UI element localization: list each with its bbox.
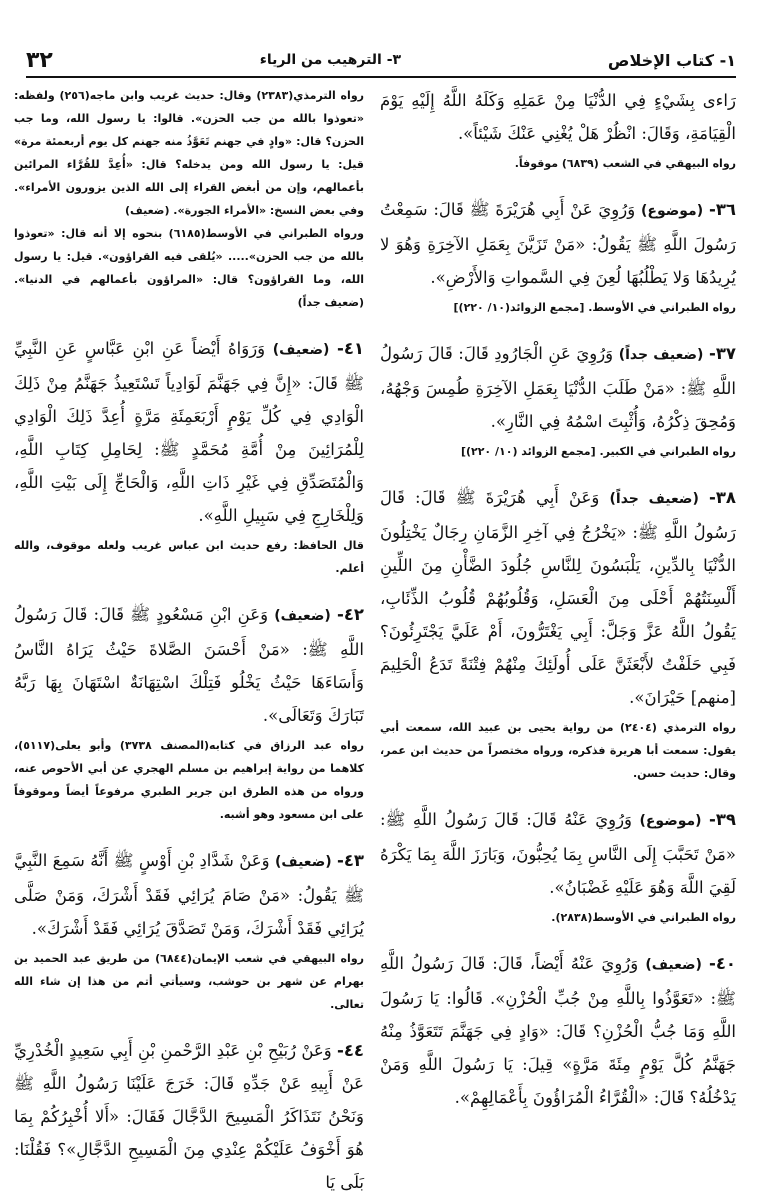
left-column [14, 84, 365, 1192]
hadith-grade: (ضعيف) [272, 342, 330, 358]
hadith-text: وَعَنْ رُبَيْحِ بْنِ عَبْدِ الرَّحْمنِ بْنِ أَبِي سَعِيدٍ الْخُدْرِيِّ عَنْ أَبِيهِ عَنْ جَدِّهِ قَالَ: خَرَجَ عَلَيْنَا رَسُولُ اللَّهِ ﷺ وَنَحْنُ نَتَذَاكَرُ الْمَسِيحَ الدَّجَّالَ فَقَالَ: «أَلا أُخْبِرُكُمْ بِمَا هُوَ أَخْوَفُ عَلَيْكُمْ عِنْدِي مِنَ الْمَسِيحِ الدَّجَّالِ»؟ فَقُلْنَا: بَلَى يَا [14, 1041, 364, 1192]
hadith-block-37 [380, 337, 736, 463]
hadith-number: ٤٣- [337, 851, 365, 870]
hadith-body [380, 337, 736, 438]
hadith-number: ٣٧- [709, 344, 737, 363]
hadith-source: ورواه الطبراني في الأوسط(٦١٨٥) بنحوه إلا أنه قال: «تعوذوا بالله من جب الحزن»..... «يُلقى فيه القراؤون». قيل: يا رسول الله، وما القراؤون؟ قال: «المراؤون بأعمالهم في الدنيا». (ضعيف جداً) [14, 227, 364, 309]
hadith-grade: (ضعيف جداً) [618, 347, 704, 363]
hadith-grade: (ضعيف جداً) [609, 491, 699, 507]
hadith-block-39 [380, 803, 736, 929]
hadith-block-40 [380, 947, 736, 1114]
hadith-number: ٤١- [336, 339, 364, 358]
hadith-text: وَعَنْ أَبِي هُرَيْرَةَ ﷺ قَالَ: قَالَ رَسُولُ اللَّهِ ﷺ: «يَخْرُجُ فِي آخِرِ الزَّمَانِ رِجَالٌ يَخْتِلُونَ الدُّنْيَا بِالدِّينِ، يَلْبَسُونَ لِلنَّاسِ جُلُودَ الضَّأْنِ مِنَ اللِّينِ أَلْسِنَتُهُمْ أَحْلَى مِنَ الْعَسَلِ، وَقُلُوبُهُمْ قُلُوبُ الذِّئَابِ، يَقُولُ اللَّهُ عَزَّ وَجَلَّ: أَبِي يَغْتَرُّونَ، أَمْ عَلَيَّ يَجْتَرِئُونَ؟ فَبِي حَلَفْتُ لأَبْعَثَنَّ عَلَى أُولَئِكَ مِنْهُمْ فِتْنَةً تَدَعُ الْحَلِيمَ [منهم] حَيْرَانَ». [380, 488, 736, 707]
hadith-body [380, 193, 736, 294]
hadith-body [380, 947, 736, 1114]
hadith-grade: (ضعيف) [274, 608, 331, 624]
hadith-source: قال الحافظ: رفع حديث ابن عباس غريب ولعله موقوف، والله أعلم. [14, 539, 364, 575]
right-column [380, 84, 737, 1107]
source-block-continued [14, 84, 364, 314]
hadith-source: رواه الطبراني في الأوسط. [مجمع الزوائد(١٠/ ٢٢٠)] [453, 301, 736, 314]
hadith-source: رواه الترمذي (٢٤٠٤) من رواية يحيى بن عبيد الله، سمعت أبي يقول: سمعت أبا هريرة فذكره، ورواه مختصراً من حديث ابن عمر، وقال: حديث حسن. [380, 721, 736, 780]
hadith-block-41 [14, 332, 364, 580]
hadith-body [14, 844, 364, 945]
hadith-source: رواه البيهقي في شعب الإيمان(٦٨٤٤) من طريق عبد الحميد بن بهرام عن شهر بن حوشب، وسيأتي أتم من هذا إن شاء الله تعالى. [14, 952, 364, 1011]
hadith-body [14, 332, 364, 532]
hadith-number: ٣٩- [709, 810, 737, 829]
hadith-body [14, 598, 364, 732]
hadith-source: رواه عبد الرزاق في كتابه(المصنف ٣٧٣٨) وأبو يعلى(٥١١٧)، كلاهما من رواية إبراهيم بن مسلم الهجري عن أبي الأحوص عنه، ورواه من هذه الطرق ابن جرير الطبري مرفوعاً أيضاً وموقوفاً على ابن مسعود وهو أشبه. [14, 739, 364, 821]
hadith-number: ٣٨- [708, 488, 736, 507]
hadith-text: رَاءى بِشَيْءٍ فِي الدُّنْيَا مِنْ عَمَلِهِ وَكَلَهُ اللَّهُ إِلَيْهِ يَوْمَ الْقِيَامَةِ، وَقَالَ: انْظُرْ هَلْ يُغْنِي عَنْكَ شَيْئاً». [380, 91, 736, 143]
book-title: ١- كتاب الإخلاص [607, 50, 736, 70]
page-header [26, 44, 736, 78]
hadith-number: ٣٦- [708, 200, 736, 219]
hadith-number: ٤٠- [709, 954, 737, 973]
hadith-grade: (ضعيف) [645, 957, 702, 973]
hadith-number: ٤٤- [336, 1041, 364, 1060]
hadith-body [380, 803, 736, 904]
hadith-source: رواه الترمذي(٢٣٨٣) وقال: حديث غريب وابن ماجه(٢٥٦) ولفظه: «تعوذوا بالله من جب الحزن». قالوا: يا رسول الله، وما جب الحزن؟ قال: «وادٍ في جهنم تَعَوَّذُ منه جهنم كل يوم أربعمئة مرة» قيل: يا رسول الله ومن يدخله؟ قال: «أُعِدَّ للقُرَّاء المرائين بأعمالهم، وإن من أبغض القراء إلى الله الذين يزورون الأمراء». وفي بعض النسخ: «الأمراء الجورة». (ضعيف) [14, 89, 364, 217]
hadith-body [380, 481, 736, 714]
chapter-title: ٣- الترهيب من الرياء [259, 52, 402, 68]
hadith-block-36 [380, 193, 736, 319]
hadith-text: وَعَنْ شَدَّادِ بْنِ أَوْسٍ ﷺ أَنَّهُ سَمِعَ النَّبِيَّ ﷺ يَقُولُ: «مَنْ صَامَ يُرَائِي فَقَدْ أَشْرَكَ، وَمَنْ صَلَّى يُرَائِي فَقَدْ أَشْرَكَ، وَمَنْ تَصَدَّقَ يُرَائِي فَقَدْ أَشْرَكَ». [14, 851, 364, 938]
hadith-text: وَرَوَاهُ أَيْضاً عَنِ ابْنِ عَبَّاسٍ عَنِ النَّبِيِّ ﷺ قَالَ: «إِنَّ فِي جَهَنَّمَ لَوَادِياً تَسْتَعِيذُ جَهَنَّمُ مِنْ ذَلِكَ الْوَادِي فِي كُلِّ يَوْمٍ أَرْبَعَمِئَةِ مَرَّةٍ أُعِدَّ ذَلِكَ الْوَادِي لِلْمُرَائِينَ مِنْ أُمَّةِ مُحَمَّدٍ ﷺ: لِحَامِلِ كِتَابِ اللَّهِ، وَالْمُتَصَدِّقِ فِي غَيْرِ ذَاتِ اللَّهِ، وَالْحَاجِّ إِلَى بَيْتِ اللَّهِ، وَلِلْخَارِجِ فِي سَبِيلِ اللَّهِ». [14, 339, 364, 525]
hadith-block-continued [380, 84, 736, 175]
page-number: ٣٢ [26, 47, 53, 73]
hadith-source: رواه البيهقي في الشعب (٦٨٣٩) موقوفاً. [514, 157, 736, 170]
hadith-text: وَرُوِيَ عَنْهُ أَيْضاً، قَالَ: قَالَ رَسُولُ اللَّهِ ﷺ: «تَعَوَّذُوا بِاللَّهِ مِنْ جُبِّ الْحُزْنِ». قَالُوا: يَا رَسُولَ اللَّهِ وَمَا جُبُّ الْحُزْنِ؟ قَالَ: «وَادٍ فِي جَهَنَّمَ تَتَعَوَّذُ مِنْهُ جَهَنَّمُ كُلَّ يَوْمٍ مِئَةَ مَرَّةٍ» قِيلَ: يَا رَسُولَ اللَّهِ وَمَنْ يَدْخُلُهُ؟ قَالَ: «الْقُرَّاءُ الْمُرَاؤُونَ بِأَعْمَالِهِمْ». [380, 954, 736, 1107]
hadith-block-38 [380, 481, 736, 785]
hadith-body [14, 1034, 364, 1199]
hadith-grade: (موضوع) [639, 813, 702, 829]
hadith-source: رواه الطبراني في الأوسط(٢٨٣٨). [551, 911, 736, 924]
hadith-text: وَعَنِ ابْنِ مَسْعُودٍ ﷺ قَالَ: قَالَ رَسُولُ اللَّهِ ﷺ: «مَنْ أَحْسَنَ الصَّلاةَ حَيْثُ يَرَاهُ النَّاسُ وَأَسَاءَهَا حَيْثُ يَخْلُو فَتِلْكَ اسْتِهَانَةٌ اسْتَهَانَ بِهَا رَبَّهُ تَبَارَكَ وَتَعَالَى». [14, 605, 364, 725]
hadith-text: وَرُوِيَ عَنْهُ قَالَ: قَالَ رَسُولُ اللَّهِ ﷺ: «مَنْ تَحَبَّبَ إِلَى النَّاسِ بِمَا يُحِبُّونَ، وَبَارَزَ اللَّهَ بِمَا يَكْرَهُ لَقِيَ اللَّهَ وَهُوَ عَلَيْهِ غَضْبَانُ». [380, 810, 736, 897]
hadith-block-43 [14, 844, 364, 1016]
hadith-number: ٤٢- [336, 605, 364, 624]
hadith-text: وَرُوِيَ عَنْ أَبِي هُرَيْرَةَ ﷺ قَالَ: سَمِعْتُ رَسُولَ اللَّهِ ﷺ يَقُولُ: «مَنْ تَزَيَّنَ بِعَمَلِ الآخِرَةِ وَهُوَ لا يُرِيدُهَا وَلا يَطْلُبُهَا لُعِنَ فِي السَّمواتِ وَالأَرْضِ». [380, 200, 736, 287]
hadith-block-42 [14, 598, 364, 826]
hadith-grade: (ضعيف) [275, 854, 332, 870]
hadith-block-44 [14, 1034, 364, 1199]
hadith-text: وَرُوِيَ عَنِ الْجَارُودِ قَالَ: قَالَ رَسُولُ اللَّهِ ﷺ: «مَنْ طَلَبَ الدُّنْيَا بِعَمَلِ الآخِرَةِ طُمِسَ وَجْهُهُ، وَمُحِقَ ذِكْرُهُ، وَأُثْبِتَ اسْمُهُ فِي النَّارِ». [380, 344, 736, 431]
hadith-grade: (موضوع) [641, 203, 704, 219]
hadith-source: رواه الطبراني في الكبير. [مجمع الزوائد (١٠/ ٢٢٠)] [460, 445, 736, 458]
